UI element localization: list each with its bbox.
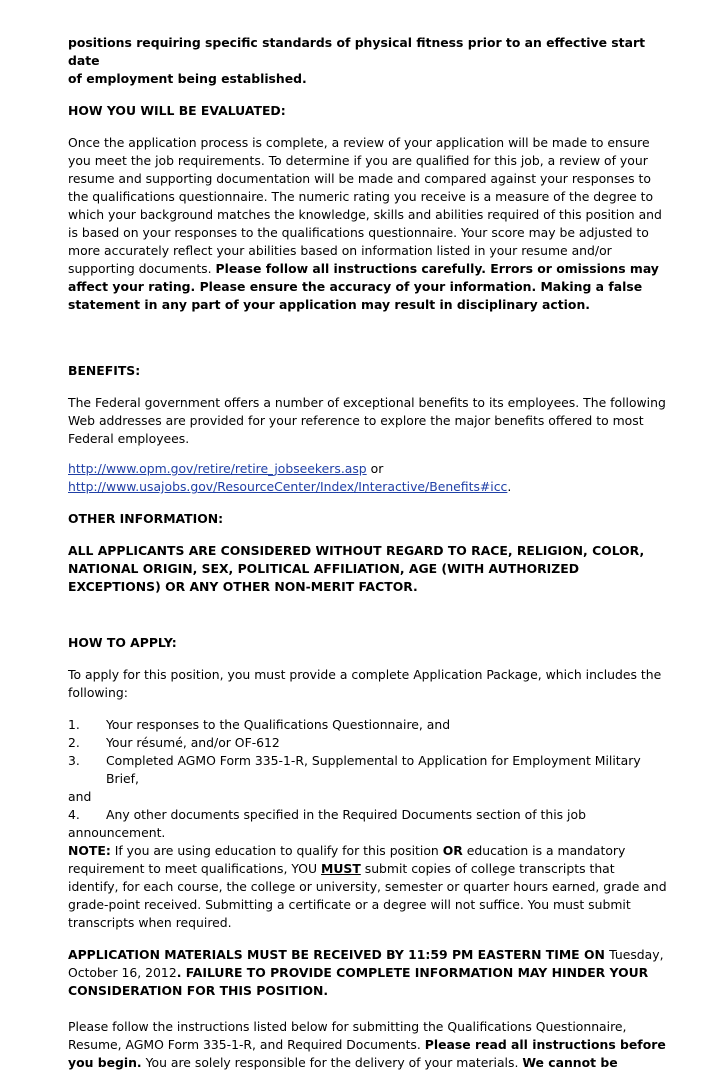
benefits-links: [68, 460, 668, 496]
apply-intro: To apply for this position, you must provide a complete Application Package, which includes the following:: [68, 667, 662, 700]
evaluated-body: Once the application process is complete, a review of your application will be made to ensure you meet the job requirements. To determine if you are qualified for this job, a review of your resume and supporting documentation will be made and compared against your responses to the qualifications questionnaire. The numeric rating you receive is a measure of the degree to which your background matches the knowledge, skills and abilities required of this position and is based on your responses to the qualifications questionnaire. Your score may be adjusted to more accurately reflect your abilities based on information listed in your resume and/or supporting documents.: [68, 135, 662, 276]
deadline-date: Tuesday, October 16, 2012: [68, 947, 664, 980]
period-text: .: [507, 479, 512, 494]
list-item: 2. Your résumé, and/or OF-612: [68, 735, 280, 750]
deadline-paragraph: APPLICATION MATERIALS MUST BE RECEIVED BY 11:59 PM EASTERN TIME ON Tuesday, October 16, 2012. FAILURE TO PROVIDE COMPLETE INFORMATION MAY HINDER YOUR CONSIDERATION FOR THIS POSITION.: [68, 947, 664, 998]
note-label: NOTE:: [68, 843, 111, 858]
closing-paragraph: Please follow the instructions listed below for submitting the Qualifications Questionnaire, Resume, AGMO Form 335-1-R, and Required Documents. Please read all instructions before you begin. You are solely responsible for the delivery of your materials. We cannot be: [68, 1019, 666, 1070]
list-item: 1. Your responses to the Qualifications Questionnaire, and: [68, 717, 451, 732]
list-item-continuation: announcement.: [68, 825, 166, 840]
evaluated-heading: HOW YOU WILL BE EVALUATED:: [68, 103, 286, 118]
usajobs-benefits-link[interactable]: http://www.usajobs.gov/ResourceCenter/Index/Interactive/Benefits#icc: [68, 479, 508, 494]
benefits-heading: BENEFITS:: [68, 363, 141, 378]
note-or: OR: [442, 843, 463, 858]
apply-heading: HOW TO APPLY:: [68, 635, 177, 650]
apply-list: [68, 716, 668, 842]
other-heading: OTHER INFORMATION:: [68, 511, 224, 526]
intro-line-2: of employment being established.: [68, 71, 307, 86]
opm-benefits-link[interactable]: http://www.opm.gov/retire/retire_jobseekers.asp: [68, 461, 367, 476]
or-text: or: [366, 461, 384, 476]
list-item: 4. Any other documents specified in the Required Documents section of this job: [68, 807, 586, 822]
list-item-continuation: and: [68, 789, 92, 804]
note-must: MUST: [321, 861, 361, 876]
evaluated-paragraph: [68, 134, 668, 314]
benefits-body: The Federal government offers a number of exceptional benefits to its employees. The following Web addresses are provided for your reference to explore the major benefits offered to most Federal employees.: [68, 395, 666, 446]
intro-paragraph: [68, 34, 668, 88]
evaluated-bold: Please follow all instructions carefully. Errors or omissions may affect your rating. Please ensure the accuracy of your information. Making a false statement in any part of your application may result in disciplinary action.: [68, 261, 659, 312]
note-paragraph: NOTE: If you are using education to qualify for this position OR education is a mandatory requirement to meet qualifications, YOU MUST submit copies of college transcripts that identify, for each course, the college or university, semester or quarter hours earned, grade and grade-point received. Submitting a certificate or a degree will not suffice. You must submit transcripts when required.: [68, 843, 667, 930]
intro-line-1: positions requiring specific standards of physical fitness prior to an effective start date: [68, 35, 645, 68]
other-body: ALL APPLICANTS ARE CONSIDERED WITHOUT REGARD TO RACE, RELIGION, COLOR, NATIONAL ORIGIN, SEX, POLITICAL AFFILIATION, AGE (WITH AUTHORIZED EXCEPTIONS) OR ANY OTHER NON-MERIT FACTOR.: [68, 543, 645, 594]
document-page: [68, 34, 668, 1072]
list-item: 3. Completed AGMO Form 335-1-R, Supplemental to Application for Employment Military Brief,: [68, 753, 641, 786]
